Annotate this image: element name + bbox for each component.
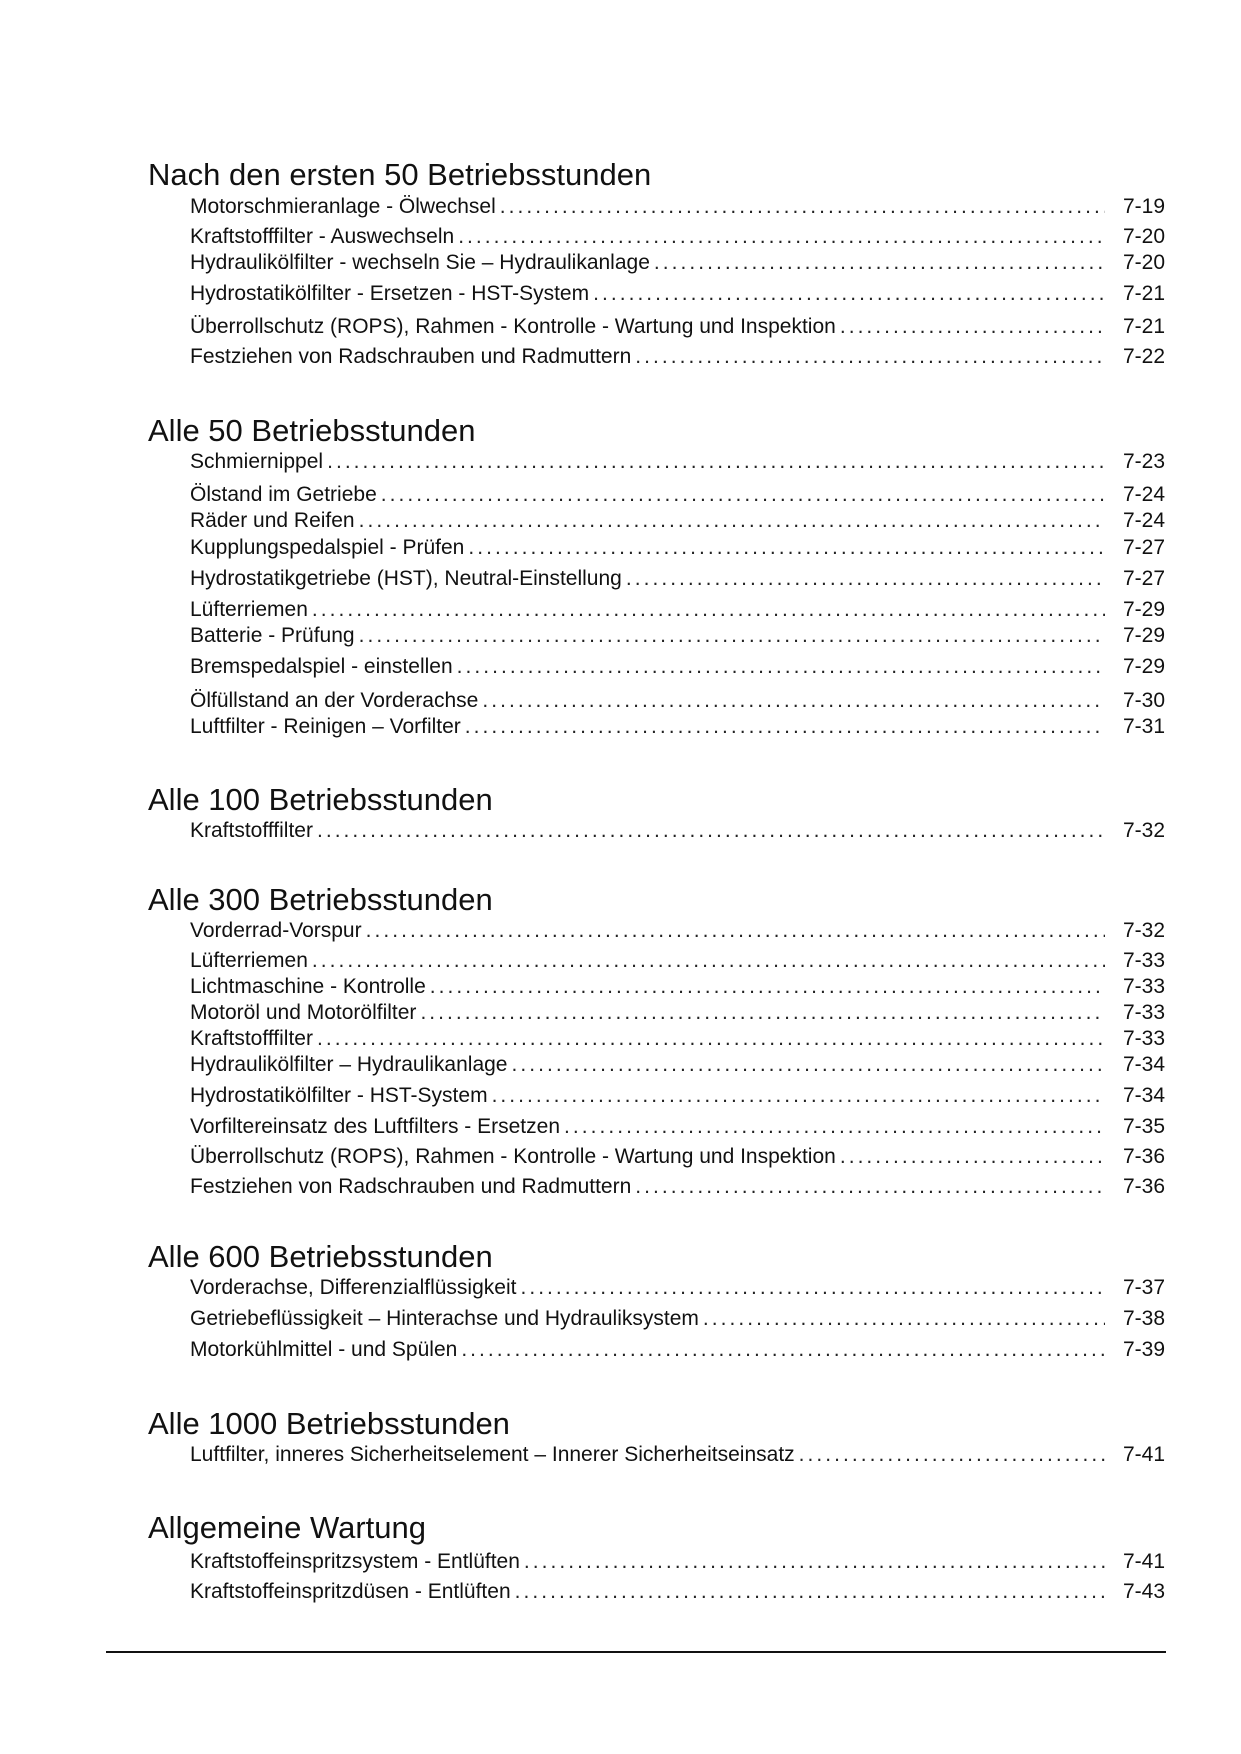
entry-title: Luftfilter - Reinigen – Vorfilter bbox=[190, 715, 461, 738]
entry-title: Hydrostatikölfilter - HST-System bbox=[190, 1084, 488, 1107]
dot-leader bbox=[635, 344, 1105, 370]
toc-entry[interactable] bbox=[190, 1144, 1165, 1170]
dot-leader bbox=[703, 1306, 1105, 1332]
section-title: Alle 50 Betriebsstunden bbox=[148, 413, 476, 448]
entry-page-number: 7-41 bbox=[1122, 1550, 1165, 1573]
toc-entry[interactable] bbox=[190, 688, 1165, 714]
toc-entry[interactable] bbox=[190, 1579, 1165, 1605]
entry-title: Lüfterriemen bbox=[190, 949, 308, 972]
dot-leader bbox=[317, 818, 1105, 844]
toc-entry[interactable] bbox=[190, 281, 1165, 307]
dot-leader bbox=[654, 250, 1105, 276]
entry-page-number: 7-19 bbox=[1122, 195, 1165, 218]
dot-leader bbox=[461, 1337, 1105, 1363]
entry-title: Kraftstofffilter - Auswechseln bbox=[190, 225, 455, 248]
entry-title: Festziehen von Radschrauben und Radmuttern bbox=[190, 1175, 632, 1198]
entry-title: Vorderrad-Vorspur bbox=[190, 919, 362, 942]
dot-leader bbox=[482, 688, 1105, 714]
entry-page-number: 7-33 bbox=[1122, 1001, 1165, 1024]
entry-title: Kraftstoffeinspritzdüsen - Entlüften bbox=[190, 1580, 511, 1603]
dot-leader bbox=[457, 654, 1105, 680]
dot-leader bbox=[430, 974, 1105, 1000]
section-title: Alle 1000 Betriebsstunden bbox=[148, 1406, 510, 1441]
entry-title: Hydraulikölfilter - wechseln Sie – Hydraulikanlage bbox=[190, 251, 650, 274]
entry-title: Hydrostatikölfilter - Ersetzen - HST-System bbox=[190, 282, 590, 305]
toc-entry[interactable] bbox=[190, 224, 1165, 250]
entry-title: Schmiernippel bbox=[190, 450, 324, 473]
dot-leader bbox=[317, 1026, 1105, 1052]
entry-page-number: 7-36 bbox=[1122, 1145, 1165, 1168]
toc-entry[interactable] bbox=[190, 1275, 1165, 1301]
entry-title: Getriebeflüssigkeit – Hinterachse und Hydrauliksystem bbox=[190, 1307, 699, 1330]
dot-leader bbox=[515, 1579, 1105, 1605]
dot-leader bbox=[366, 918, 1105, 944]
toc-entry[interactable] bbox=[190, 1174, 1165, 1200]
dot-leader bbox=[635, 1174, 1105, 1200]
entry-page-number: 7-43 bbox=[1122, 1580, 1165, 1603]
dot-leader bbox=[593, 281, 1105, 307]
toc-entry[interactable] bbox=[190, 597, 1165, 623]
dot-leader bbox=[465, 714, 1105, 740]
toc-entry[interactable] bbox=[190, 974, 1165, 1000]
section-title: Nach den ersten 50 Betriebsstunden bbox=[148, 157, 652, 192]
entry-title: Motorschmieranlage - Ölwechsel bbox=[190, 195, 496, 218]
entry-page-number: 7-36 bbox=[1122, 1175, 1165, 1198]
entry-title: Vorderachse, Differenzialflüssigkeit bbox=[190, 1276, 517, 1299]
entry-title: Motorkühlmittel - und Spülen bbox=[190, 1338, 458, 1361]
toc-entry[interactable] bbox=[190, 449, 1165, 475]
entry-page-number: 7-41 bbox=[1122, 1443, 1165, 1466]
entry-page-number: 7-24 bbox=[1122, 483, 1165, 506]
entry-page-number: 7-29 bbox=[1122, 624, 1165, 647]
dot-leader bbox=[524, 1549, 1105, 1575]
dot-leader bbox=[420, 1000, 1105, 1026]
dot-leader bbox=[840, 314, 1105, 340]
entry-page-number: 7-33 bbox=[1122, 1027, 1165, 1050]
entry-title: Kupplungspedalspiel - Prüfen bbox=[190, 536, 465, 559]
toc-entry[interactable] bbox=[190, 508, 1165, 534]
dot-leader bbox=[359, 623, 1105, 649]
toc-entry[interactable] bbox=[190, 623, 1165, 649]
entry-title: Motoröl und Motorölfilter bbox=[190, 1001, 417, 1024]
dot-leader bbox=[840, 1144, 1105, 1170]
dot-leader bbox=[626, 566, 1105, 592]
entry-page-number: 7-27 bbox=[1122, 567, 1165, 590]
entry-page-number: 7-20 bbox=[1122, 251, 1165, 274]
entry-title: Kraftstoffeinspritzsystem - Entlüften bbox=[190, 1550, 520, 1573]
toc-entry[interactable] bbox=[190, 250, 1165, 276]
toc-entry[interactable] bbox=[190, 194, 1165, 220]
entry-title: Lichtmaschine - Kontrolle bbox=[190, 975, 426, 998]
entry-title: Ölstand im Getriebe bbox=[190, 483, 377, 506]
entry-page-number: 7-30 bbox=[1122, 689, 1165, 712]
entry-page-number: 7-35 bbox=[1122, 1115, 1165, 1138]
toc-entry[interactable] bbox=[190, 1083, 1165, 1109]
entry-title: Bremspedalspiel - einstellen bbox=[190, 655, 453, 678]
dot-leader bbox=[511, 1052, 1105, 1078]
toc-entry[interactable] bbox=[190, 1337, 1165, 1363]
entry-title: Überrollschutz (ROPS), Rahmen - Kontrolle - Wartung und Inspektion bbox=[190, 315, 836, 338]
toc-entry[interactable] bbox=[190, 1442, 1165, 1468]
dot-leader bbox=[468, 535, 1105, 561]
entry-page-number: 7-34 bbox=[1122, 1053, 1165, 1076]
entry-title: Hydraulikölfilter – Hydraulikanlage bbox=[190, 1053, 508, 1076]
entry-page-number: 7-21 bbox=[1122, 282, 1165, 305]
entry-title: Luftfilter, inneres Sicherheitselement – Innerer Sicherheitseinsatz bbox=[190, 1443, 795, 1466]
toc-entry[interactable] bbox=[190, 566, 1165, 592]
entry-title: Vorfiltereinsatz des Luftfilters - Ersetzen bbox=[190, 1115, 560, 1138]
dot-leader bbox=[312, 597, 1105, 623]
toc-entry[interactable] bbox=[190, 1114, 1165, 1140]
dot-leader bbox=[564, 1114, 1105, 1140]
entry-page-number: 7-29 bbox=[1122, 598, 1165, 621]
dot-leader bbox=[381, 482, 1105, 508]
entry-page-number: 7-33 bbox=[1122, 949, 1165, 972]
entry-page-number: 7-29 bbox=[1122, 655, 1165, 678]
entry-page-number: 7-23 bbox=[1122, 450, 1165, 473]
entry-page-number: 7-24 bbox=[1122, 509, 1165, 532]
entry-title: Räder und Reifen bbox=[190, 509, 355, 532]
dot-leader bbox=[312, 948, 1105, 974]
footer-divider bbox=[106, 1651, 1166, 1653]
toc-entry[interactable] bbox=[190, 482, 1165, 508]
entry-title: Überrollschutz (ROPS), Rahmen - Kontrolle - Wartung und Inspektion bbox=[190, 1145, 836, 1168]
entry-page-number: 7-32 bbox=[1122, 919, 1165, 942]
entry-title: Festziehen von Radschrauben und Radmuttern bbox=[190, 345, 632, 368]
entry-title: Ölfüllstand an der Vorderachse bbox=[190, 689, 479, 712]
toc-entry[interactable] bbox=[190, 714, 1165, 740]
entry-page-number: 7-34 bbox=[1122, 1084, 1165, 1107]
dot-leader bbox=[500, 194, 1105, 220]
entry-page-number: 7-32 bbox=[1122, 819, 1165, 842]
toc-entry[interactable] bbox=[190, 1549, 1165, 1575]
entry-page-number: 7-38 bbox=[1122, 1307, 1165, 1330]
dot-leader bbox=[492, 1083, 1105, 1109]
section-title: Alle 100 Betriebsstunden bbox=[148, 782, 493, 817]
entry-page-number: 7-39 bbox=[1122, 1338, 1165, 1361]
toc-entry[interactable] bbox=[190, 1306, 1165, 1332]
dot-leader bbox=[327, 449, 1105, 475]
entry-title: Kraftstofffilter bbox=[190, 819, 313, 842]
toc-entry[interactable] bbox=[190, 1052, 1165, 1078]
toc-entry[interactable] bbox=[190, 1026, 1165, 1052]
toc-entry[interactable] bbox=[190, 1000, 1165, 1026]
entry-title: Hydrostatikgetriebe (HST), Neutral-Einstellung bbox=[190, 567, 622, 590]
entry-title: Lüfterriemen bbox=[190, 598, 308, 621]
section-title: Alle 300 Betriebsstunden bbox=[148, 882, 493, 917]
toc-entry[interactable] bbox=[190, 535, 1165, 561]
entry-page-number: 7-20 bbox=[1122, 225, 1165, 248]
toc-entry[interactable] bbox=[190, 818, 1165, 844]
entry-page-number: 7-33 bbox=[1122, 975, 1165, 998]
dot-leader bbox=[799, 1442, 1105, 1468]
entry-page-number: 7-27 bbox=[1122, 536, 1165, 559]
entry-page-number: 7-21 bbox=[1122, 315, 1165, 338]
dot-leader bbox=[520, 1275, 1105, 1301]
toc-entry[interactable] bbox=[190, 344, 1165, 370]
entry-page-number: 7-31 bbox=[1122, 715, 1165, 738]
toc-entry[interactable] bbox=[190, 314, 1165, 340]
dot-leader bbox=[458, 224, 1105, 250]
toc-entry[interactable] bbox=[190, 654, 1165, 680]
entry-page-number: 7-22 bbox=[1122, 345, 1165, 368]
dot-leader bbox=[359, 508, 1105, 534]
entry-page-number: 7-37 bbox=[1122, 1276, 1165, 1299]
toc-entry[interactable] bbox=[190, 948, 1165, 974]
toc-entry[interactable] bbox=[190, 918, 1165, 944]
entry-title: Batterie - Prüfung bbox=[190, 624, 355, 647]
section-title: Allgemeine Wartung bbox=[148, 1510, 426, 1545]
entry-title: Kraftstofffilter bbox=[190, 1027, 313, 1050]
section-title: Alle 600 Betriebsstunden bbox=[148, 1239, 493, 1274]
